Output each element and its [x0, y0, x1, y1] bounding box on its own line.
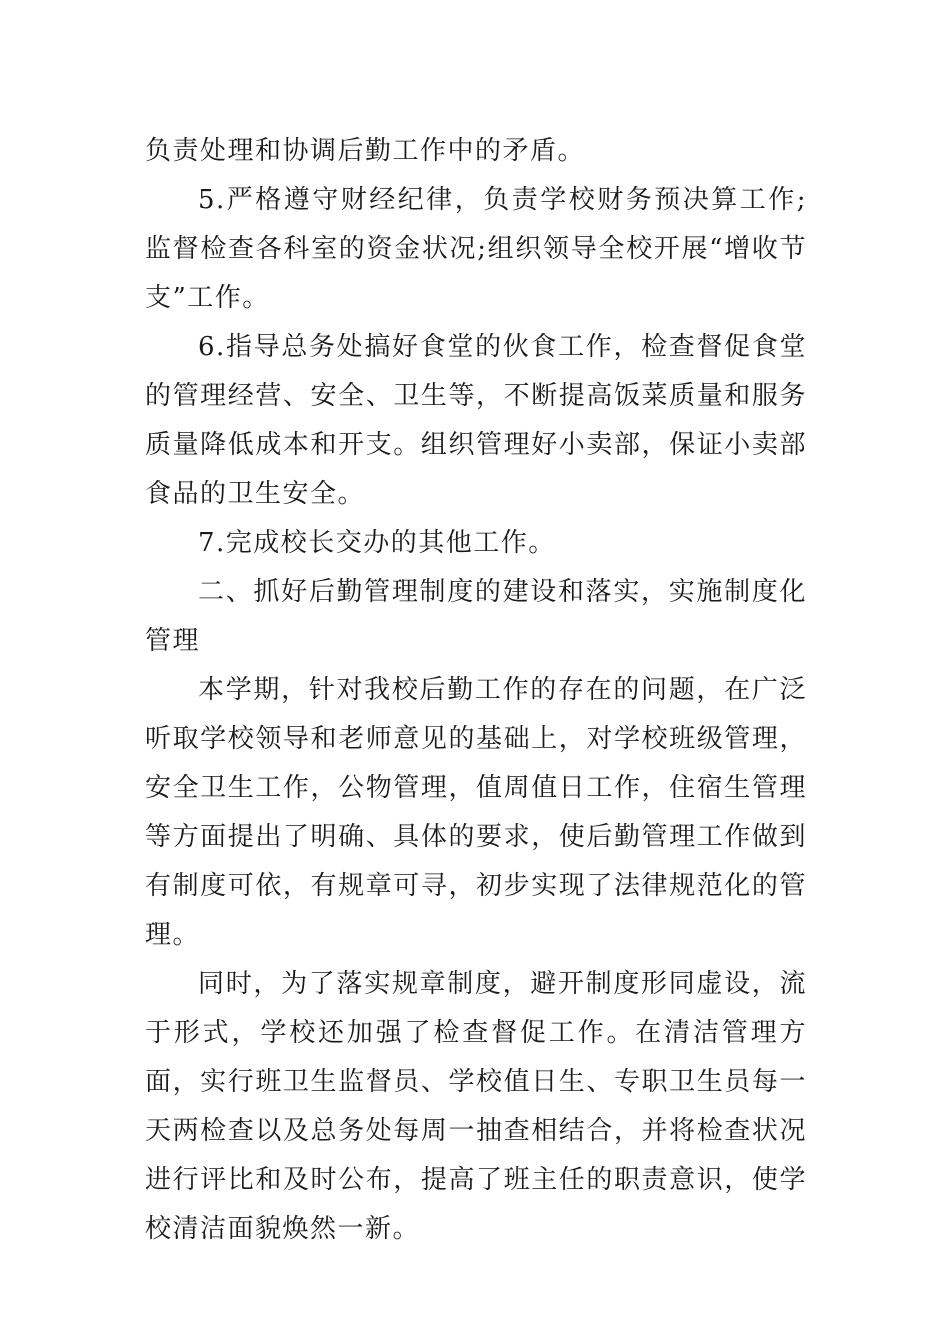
paragraph-1: 负责处理和协调后勤工作中的矛盾。: [145, 136, 586, 166]
section-heading: 二、抓好后勤管理制度的建设和落实，实施制度化管理: [145, 577, 807, 656]
document-body: [145, 127, 807, 1254]
paragraph-6: 同时，为了落实规章制度，避开制度形同虚设，流于形式，学校还加强了检查督促工作。在清洁管理方面，实行班卫生监督员、学校值日生、专职卫生员每一天两检查以及总务处每周一抽查相结合，并将检查状况进行评比和及时公布，提高了班主任的职责意识，使学校清洁面貌焕然一新。: [145, 969, 807, 1244]
paragraph-4: 7.完成校长交办的其他工作。: [198, 528, 556, 558]
paragraph-5: 本学期，针对我校后勤工作的存在的问题，在广泛听取学校领导和老师意见的基础上，对学校班级管理，安全卫生工作，公物管理，值周值日工作，住宿生管理等方面提出了明确、具体的要求，使后勤管理工作做到有制度可依，有规章可寻，初步实现了法律规范化的管理。: [145, 675, 807, 950]
paragraph-2: 5.严格遵守财经纪律，负责学校财务预决算工作;监督检查各科室的资金状况;组织领导全校开展“增收节支”工作。: [145, 185, 807, 313]
paragraph-3: 6.指导总务处搞好食堂的伙食工作，检查督促食堂的管理经营、安全、卫生等，不断提高饭菜质量和服务质量降低成本和开支。组织管理好小卖部，保证小卖部食品的卫生安全。: [145, 332, 807, 509]
